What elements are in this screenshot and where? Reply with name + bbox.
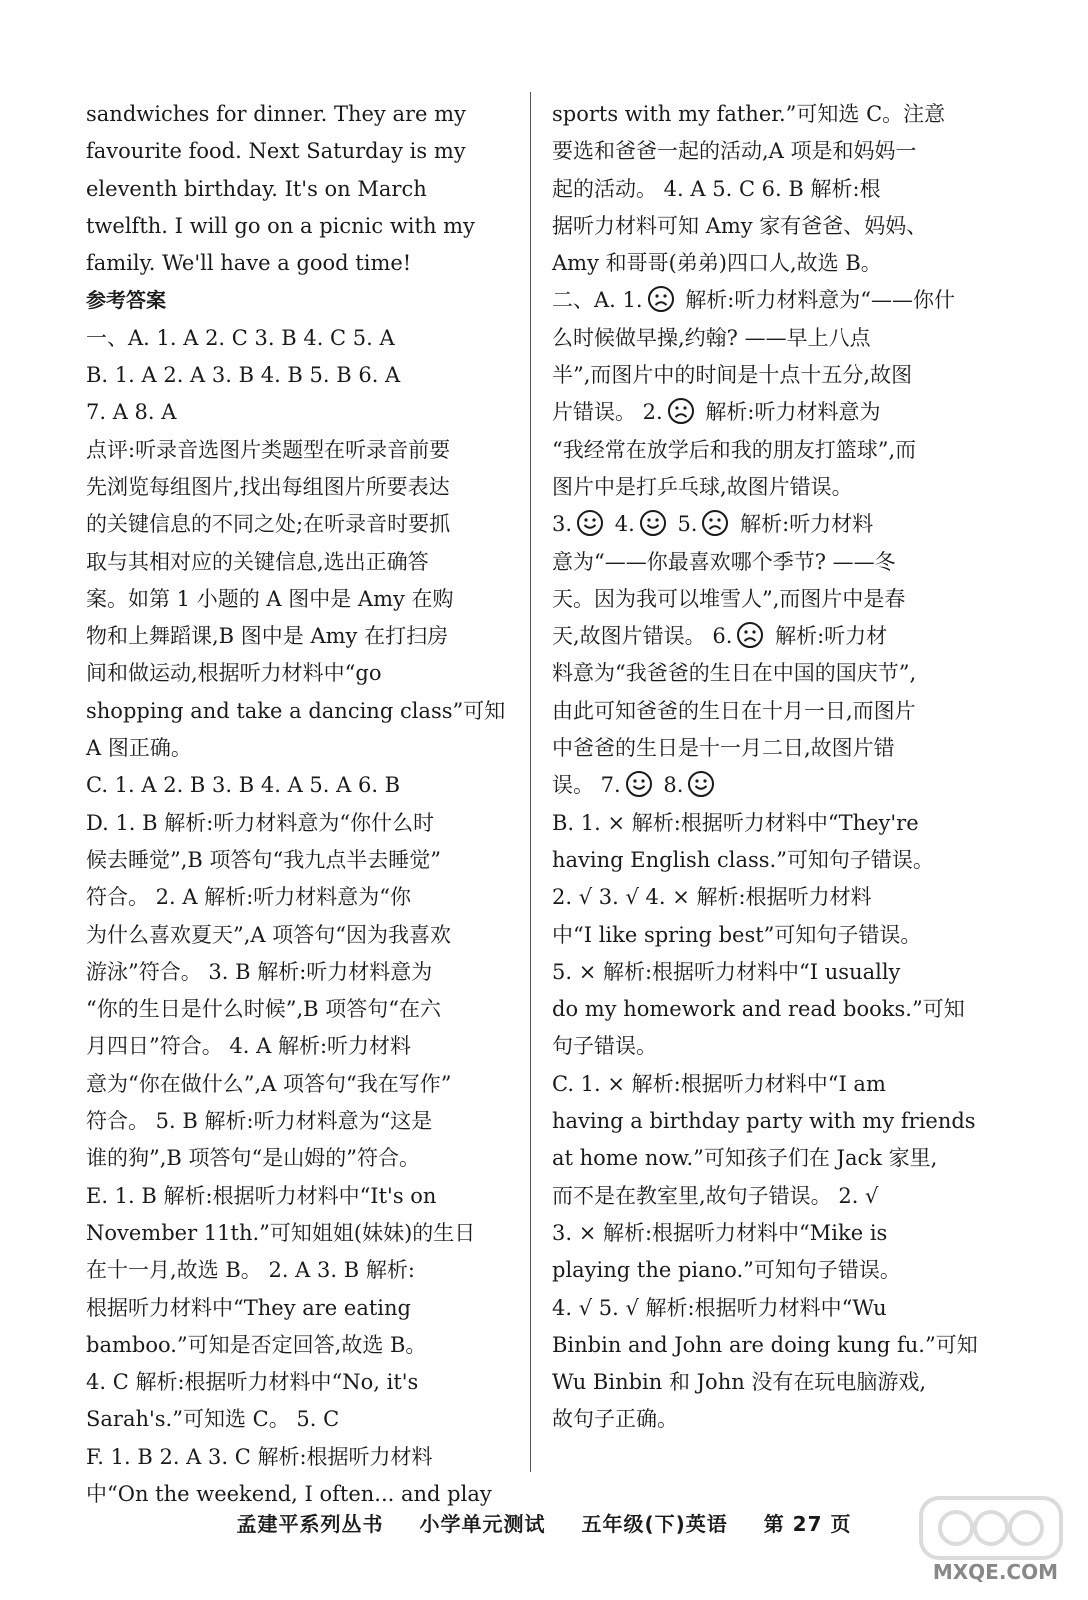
text-line: 7. A 8. A (86, 400, 177, 425)
text-line: A 图正确。 (86, 736, 192, 761)
text-line: 天。因为我可以堆雪人”,而图片中是春 (552, 586, 906, 611)
footer-series: 孟建平系列丛书 (236, 1512, 384, 1536)
text-line: 根据听力材料中“They are eating (86, 1295, 411, 1320)
text-line: 故句子正确。 (552, 1407, 678, 1432)
text-line: 中爸爸的生日是十一月二日,故图片错 (552, 736, 895, 761)
happy-face-icon (687, 770, 715, 798)
text-line: 中“On the weekend, I often... and play (86, 1481, 492, 1506)
text-line: 而不是在教室里,故句子错误。 2. √ (552, 1183, 879, 1208)
text-line: November 11th.”可知姐姐(妹妹)的生日 (86, 1220, 476, 1245)
text-line: D. 1. B 解析:听力材料意为“你什么时 (86, 810, 435, 835)
text-line: 为什么喜欢夏天”,A 项答句“因为我喜欢 (86, 922, 451, 947)
sad-face-icon (701, 509, 729, 537)
text-line: 符合。 5. B 解析:听力材料意为“这是 (86, 1109, 433, 1134)
happy-face-icon (576, 509, 604, 537)
text-line: playing the piano.”可知句子错误。 (552, 1258, 901, 1283)
text-line: at home now.”可知孩子们在 Jack 家里, (552, 1146, 938, 1171)
column-divider (530, 92, 531, 1472)
text-line: twelfth. I will go on a picnic with my (86, 213, 475, 238)
text-line: 3. 4. 5. 解析:听力材料 (552, 506, 980, 543)
happy-face-icon (639, 509, 667, 537)
text-line: B. 1. × 解析:根据听力材料中“They're (552, 810, 919, 835)
text-line: having a birthday party with my friends (552, 1109, 976, 1134)
text-line: 先浏览每组图片,找出每组图片所要表达 (86, 474, 450, 499)
text-line: 取与其相对应的关键信息,选出正确答 (86, 549, 429, 574)
text-line: 据听力材料可知 Amy 家有爸爸、妈妈、 (552, 213, 928, 238)
text-line: 3. × 解析:根据听力材料中“Mike is (552, 1220, 888, 1245)
text-line: “我经常在放学后和我的朋友打篮球”,而 (552, 437, 917, 462)
sad-face-icon (736, 621, 764, 649)
text-line: sports with my father.”可知选 C。注意 (552, 102, 946, 126)
text-line: 句子错误。 (552, 1034, 657, 1059)
text-line: 谁的狗”,B 项答句“是山姆的”符合。 (86, 1146, 420, 1171)
text-line: having English class.”可知句子错误。 (552, 847, 934, 872)
text-line: 么时候做早操,约翰? ——早上八点 (552, 325, 871, 350)
text-line: 4. C 解析:根据听力材料中“No, it's (86, 1370, 419, 1395)
text-line: 点评:听录音选图片类题型在听录音前要 (86, 437, 451, 462)
happy-face-icon (625, 770, 653, 798)
text-line: Wu Binbin 和 John 没有在玩电脑游戏, (552, 1370, 927, 1395)
section-heading: 参考答案 (86, 288, 166, 313)
text-line: 在十一月,故选 B。 2. A 3. B 解析: (86, 1258, 415, 1283)
text-line: 5. × 解析:根据听力材料中“I usually (552, 959, 901, 984)
text-line: 案。如第 1 小题的 A 图中是 Amy 在购 (86, 586, 454, 611)
text-line: sandwiches for dinner. They are my (86, 102, 466, 126)
text-line: family. We'll have a good time! (86, 251, 412, 276)
text-line: 半”,而图片中的时间是十点十五分,故图 (552, 363, 913, 388)
text-line: do my homework and read books.”可知 (552, 997, 965, 1022)
text-line: 图片中是打乒乓球,故图片错误。 (552, 474, 853, 499)
text-line: 符合。 2. A 解析:听力材料意为“你 (86, 885, 412, 910)
text-line: 间和做运动,根据听力材料中“go (86, 661, 382, 686)
text-line: B. 1. A 2. A 3. B 4. B 5. B 6. A (86, 363, 401, 388)
text-line: 片错误。 2. 解析:听力材料意为 (552, 394, 980, 431)
text-line: E. 1. B 解析:根据听力材料中“It's on (86, 1183, 437, 1208)
text-line: bamboo.”可知是否定回答,故选 B。 (86, 1332, 427, 1357)
text-line: 料意为“我爸爸的生日在中国的国庆节”, (552, 661, 917, 686)
text-line: 意为“你在做什么”,A 项答句“我在写作” (86, 1071, 452, 1096)
text-line: eleventh birthday. It's on March (86, 176, 427, 201)
text-line: 月四日”符合。 4. A 解析:听力材料 (86, 1034, 412, 1059)
text-line: 物和上舞蹈课,B 图中是 Amy 在打扫房 (86, 624, 449, 649)
text-line: C. 1. A 2. B 3. B 4. A 5. A 6. B (86, 773, 401, 798)
right-column (552, 96, 980, 1439)
footer-grade: 五年级(下)英语 (581, 1512, 728, 1536)
sad-face-icon (647, 285, 675, 313)
left-column (86, 96, 514, 1513)
text-line: 的关键信息的不同之处;在听录音时要抓 (86, 512, 451, 537)
text-line: 意为“——你最喜欢哪个季节? ——冬 (552, 549, 896, 574)
text-line: 二、A. 1. 解析:听力材料意为“——你什 (552, 282, 980, 319)
text-line: 2. √ 3. √ 4. × 解析:根据听力材料 (552, 885, 872, 910)
text-line: Binbin and John are doing kung fu.”可知 (552, 1332, 978, 1357)
text-line: 起的活动。 4. A 5. C 6. B 解析:根 (552, 176, 881, 201)
text-line: 游泳”符合。 3. B 解析:听力材料意为 (86, 959, 433, 984)
text-line: F. 1. B 2. A 3. C 解析:根据听力材料 (86, 1444, 433, 1469)
text-line: C. 1. × 解析:根据听力材料中“I am (552, 1071, 886, 1096)
footer-book: 小学单元测试 (419, 1512, 546, 1536)
text-line: 天,故图片错误。 6. 解析:听力材 (552, 618, 980, 655)
text-line: 一、A. 1. A 2. C 3. B 4. C 5. A (86, 325, 395, 350)
text-line: “你的生日是什么时候”,B 项答句“在六 (86, 997, 441, 1022)
text-line: Sarah's.”可知选 C。 5. C (86, 1407, 340, 1432)
text-line: 候去睡觉”,B 项答句“我九点半去睡觉” (86, 847, 441, 872)
footer-page-number: 第 27 页 (763, 1512, 852, 1536)
sad-face-icon (667, 397, 695, 425)
text-line: 要选和爸爸一起的活动,A 项是和妈妈一 (552, 139, 917, 164)
text-line: shopping and take a dancing class”可知 (86, 698, 506, 723)
watermark-text: MXQE.COM (932, 1560, 1058, 1584)
text-line: favourite food. Next Saturday is my (86, 139, 466, 164)
text-line: 由此可知爸爸的生日在十月一日,而图片 (552, 698, 916, 723)
text-line: 中“I like spring best”可知句子错误。 (552, 922, 922, 947)
text-line: 误。 7. 8. (552, 767, 980, 804)
text-line: 4. √ 5. √ 解析:根据听力材料中“Wu (552, 1295, 887, 1320)
text-line: Amy 和哥哥(弟弟)四口人,故选 B。 (552, 251, 882, 276)
